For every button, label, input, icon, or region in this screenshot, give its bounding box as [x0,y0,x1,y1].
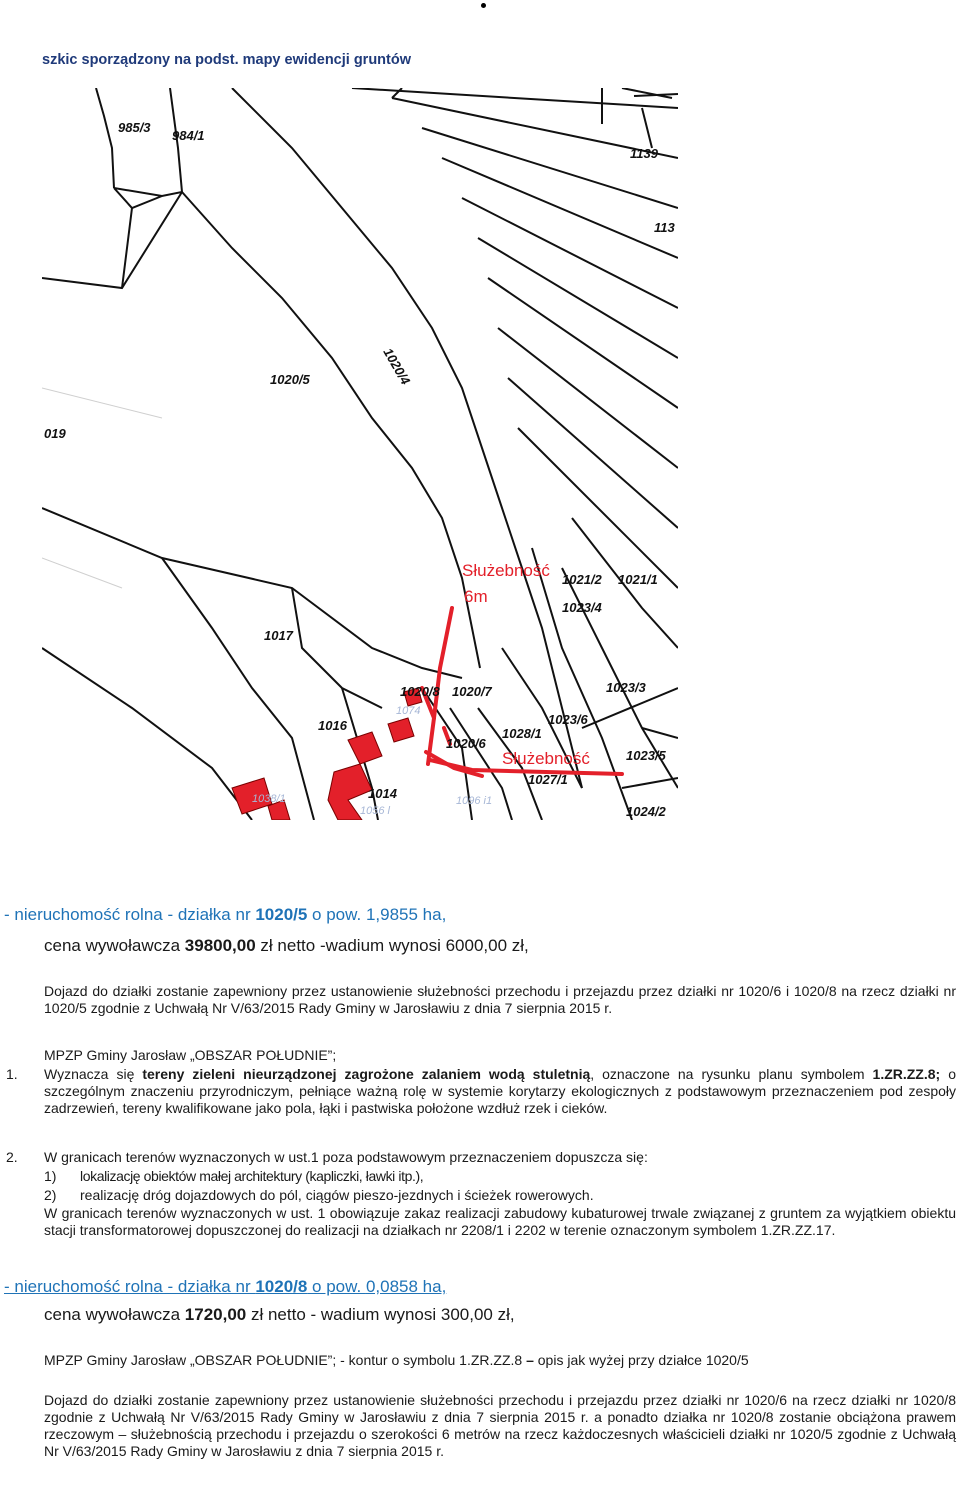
parcel-label: 1023/3 [606,680,646,695]
price-prefix: cena wywoławcza [44,936,185,955]
item1-pre: Wyznacza się [44,1066,143,1082]
parcel-label: 1016 [318,718,347,733]
property1-parcel: 1020/5 [255,905,308,924]
item3-text: W granicach terenów wyznaczonych w ust. 1 obowiązuje zakaz realizacji zabudowy kubaturowej trwale związanej z gruntem za wyjątkiem obiektu stacji transformatorowej dopuszczonej do realizacji na działkach nr 2208/1 i 2202 w terenie oznaczonym symbolem 1.ZR.ZZ.17. [44,1205,956,1238]
parcel-label: 1023/6 [548,712,588,727]
property2-mid: o pow. [307,1277,366,1296]
property1-access: Dojazd do działki zostanie zapewniony przez ustanowienie służebności przechodu i przejazdu przez działki nr 1020/6 i 1020/8 na rzecz działki nr 1020/5 zgodnie z Uchwałą Nr V/63/2015 Rady Gminy w Jarosławiu z dnia 7 sierpnia 2015 r. [44,983,956,1016]
sub2-text: realizację dróg dojazdowych do pól, ciągów pieszo-jezdnych i ścieżek rowerowych. [80,1187,594,1203]
parcel-label-faint: 1056 l [360,805,390,817]
parcel-label-faint: 1038/1 [252,793,286,805]
parcel-label: 1020/5 [270,372,310,387]
parcel-label: 1020/8 [400,684,440,699]
mpzp-dash: – [526,1352,534,1368]
item1-bold: tereny zieleni nieurządzonej zagrożone zalaniem wodą stuletnią [142,1066,591,1082]
mpzp-pre: MPZP Gminy Jarosław „OBSZAR POŁUDNIE”; - kontur o symbolu 1.ZR.ZZ.8 [44,1352,527,1368]
property1-mpzp: MPZP Gminy Jarosław „OBSZAR POŁUDNIE”; [44,1047,337,1063]
parcel-label: 1027/1 [528,772,568,787]
property2-prefix: - nieruchomość rolna - działka nr [4,1277,256,1296]
parcel-label-faint: 1096 i1 [456,795,493,807]
property2-access: Dojazd do działki zostanie zapewniony przez ustanowienie służebności przechodu i przejazdu przez działki nr 1020/6 na rzecz działki nr 1020/8 zgodnie z Uchwałą Nr V/63/2015 Rady Gminy w Jarosławiu z dnia 7 sierpnia 2015 r. a ponadto działka nr 1020/8 zostanie obciążona prawem rzeczowym – służebnością przechodu i przejazdu o szerokości 6 metrów na rzecz każdoczesnych właścicieli działki nr 1020/5 zgodnie z Uchwałą Nr V/63/2015 Rady Gminy w Jarosławiu z dnia 7 sierpnia 2015 r. [44,1392,956,1459]
property2-heading [4,1277,446,1297]
map-caption: szkic sporządzony na podst. mapy ewidencji gruntów [42,52,412,68]
parcel-label: 019 [44,426,66,441]
price-suffix: zł netto - wadium wynosi 300,00 zł, [246,1305,515,1324]
parcel-label: 1020/4 [380,345,414,388]
mpzp-post: opis jak wyżej przy działce 1020/5 [533,1352,749,1368]
price-value: 39800,00 [184,936,256,955]
cadastral-map [42,88,678,820]
parcel-label: 1028/1 [502,726,542,741]
sub1-number: 1) [44,1168,57,1184]
item1-mid: , oznaczone na rysunku planu symbolem [590,1066,873,1082]
parcel-label: 1014 [368,786,397,801]
parcel-label: 1020/7 [452,684,492,699]
parcel-label: 1024/2 [626,804,666,819]
property1-price [44,936,529,956]
property2-price [44,1305,515,1325]
parcel-label: 1021/2 [562,572,602,587]
parcel-label: 1017 [264,628,293,643]
item1-symbol: 1.ZR.ZZ.8; [872,1066,941,1082]
property2-area: 0,0858 ha, [365,1277,447,1296]
parcel-label-faint: 1074 [396,705,421,717]
property1-prefix: - nieruchomość rolna - działka nr [4,905,256,924]
item1-text [44,1066,956,1117]
property1-mid: o pow. [307,905,366,924]
parcel-label: 1023/4 [562,600,602,615]
parcel-label: 1021/1 [618,572,658,587]
item2-number: 2. [6,1149,18,1165]
price-value: 1720,00 [184,1305,247,1324]
item1-number: 1. [6,1066,18,1082]
price-prefix: cena wywoławcza [44,1305,185,1324]
sub2-number: 2) [44,1187,57,1203]
parcel-label: 1023/5 [626,748,666,763]
servitude-label-2: Służebność [502,749,590,768]
price-suffix: zł netto -wadium wynosi 6000,00 zł, [255,936,529,955]
parcel-label: 113 [654,220,675,235]
parcel-label: 1139 [630,146,658,161]
servitude-width-label: 6m [464,587,488,606]
sub1-text: lokalizację obiektów małej architektury (kapliczki, ławki itp.), [80,1168,424,1184]
parcel-label: 1020/6 [446,736,486,751]
parcel-label: 985/3 [118,120,151,135]
servitude-label: Służebność [462,561,550,580]
property1-heading [4,905,446,925]
bullet-dot [481,3,486,8]
property2-parcel: 1020/8 [255,1277,308,1296]
item1-post: o szczególnym znaczeniu przyrodniczym, pełniące ważną rolę w systemie korytarzy ekologicznych z podstawowym przeznaczeniem pod zespoły zadrzewień, tereny kwalifikowane jako pola, łąki i pastwiska położone wzdłuż rzek i cieków. [44,1066,956,1116]
parcel-label: 984/1 [172,128,205,143]
item2-text: W granicach terenów wyznaczonych w ust.1 poza podstawowym przeznaczeniem dopuszcza się: [44,1149,648,1165]
property2-mpzp [44,1352,749,1369]
property1-area: 1,9855 ha, [365,905,447,924]
